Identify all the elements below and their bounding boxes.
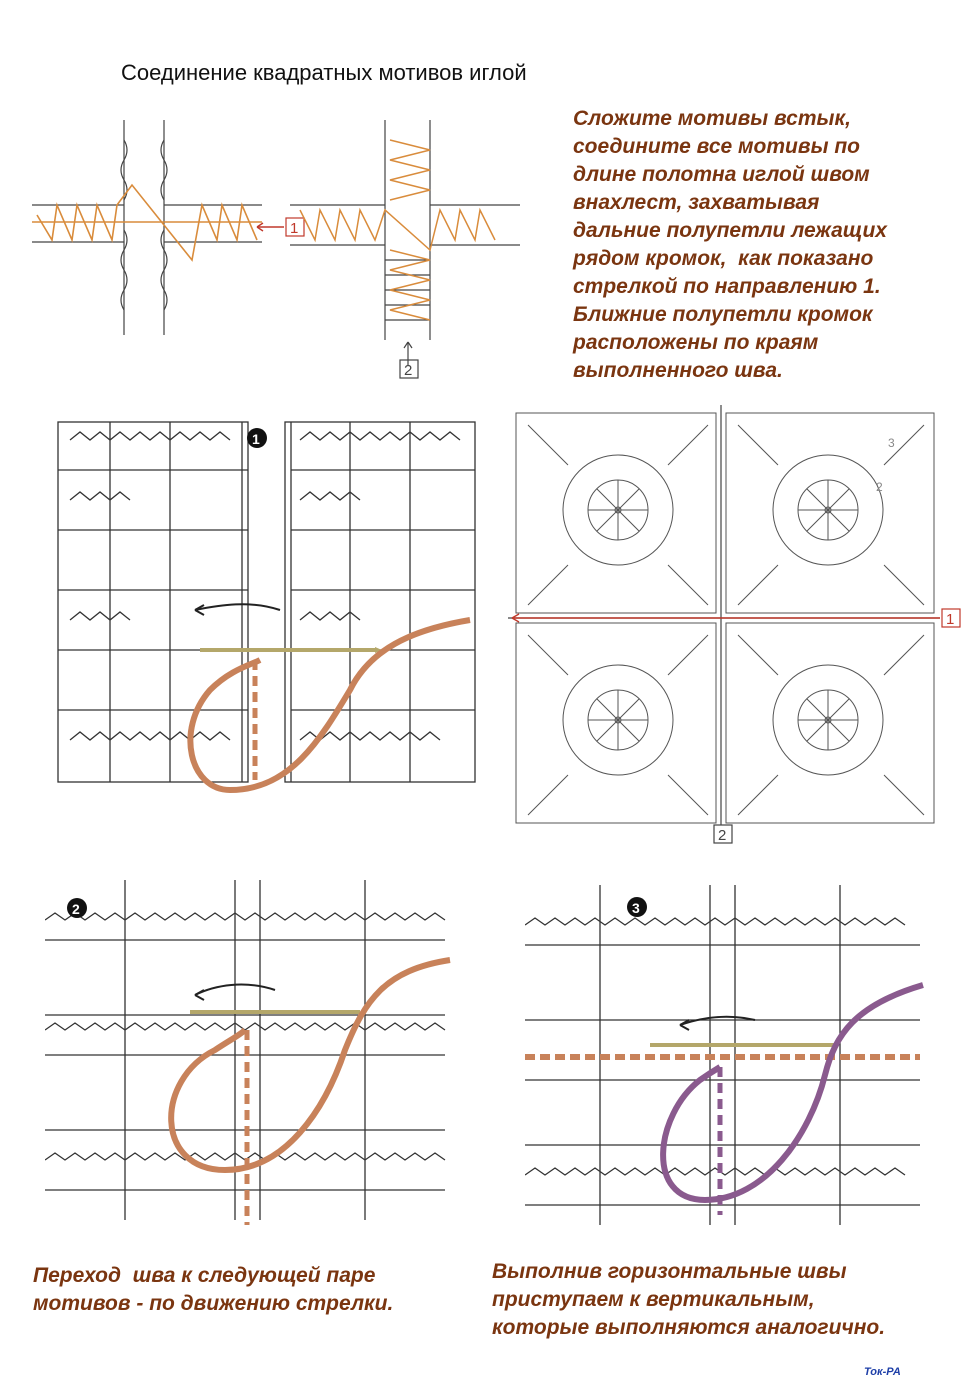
instructions-text: Сложите мотивы встык, соедините все мотивы по длине полотна иглой швом внахлест, захватывая дальние полупетли лежащих рядом кромок, как показано стрелкой по направлению 1. Ближние полупетли кромок расположены по краям выполненного шва. [573,107,887,382]
step-3-badge: 3 [632,900,640,916]
signature: Ток-РА [864,1366,901,1378]
motifs-chart [508,405,976,845]
schematic-cross-seam [290,110,520,380]
step-1-badge: 1 [252,431,260,447]
schematic-horizontal-seam [32,110,322,340]
illustration-step-3 [525,885,925,1240]
direction-2-label: 2 [404,362,413,379]
illustration-step-2 [45,880,455,1235]
chart-direction-1-label: 1 [946,611,955,628]
step-2-badge: 2 [72,901,80,917]
page-title: Соединение квадратных мотивов иглой [121,60,527,85]
round-2-label: 2 [876,480,883,494]
chart-direction-2-label: 2 [718,827,727,844]
round-3-label: 3 [888,436,895,450]
caption-left: Переход шва к следующей паре мотивов - по движению стрелки. [33,1264,394,1315]
direction-1-label: 1 [290,220,299,237]
caption-right: Выполнив горизонтальные швы приступаем к вертикальным, которые выполняются аналогично. [492,1260,886,1339]
arrow-left-icon [195,604,280,615]
illustration-step-1 [50,410,480,820]
